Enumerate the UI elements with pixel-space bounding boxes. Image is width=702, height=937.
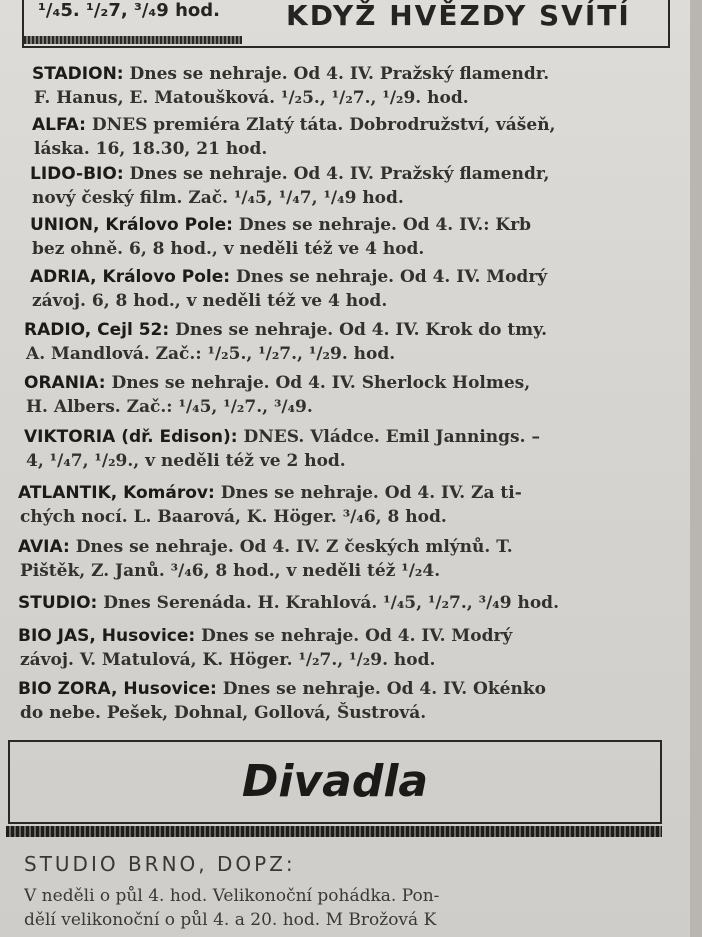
listing-text-cont: Pištěk, Z. Janů. ³/₄6, 8 hod., v neděli též ¹/₂4. (20, 561, 441, 581)
listing-text-cont: závoj. 6, 8 hod., v neděli též ve 4 hod. (32, 291, 388, 311)
theatre-heading: STUDIO BRNO, DOPZ: (24, 852, 296, 876)
listing-text: Dnes se nehraje. Od 4. IV. Okénko (222, 679, 546, 699)
listing-text: DNES premiéra Zlatý táta. Dobrodružství, vášeň, (91, 115, 556, 135)
listing-atlantik (18, 481, 658, 529)
cinema-name: ATLANTIK, Komárov: (18, 483, 215, 503)
divadla-title: Divadla (241, 756, 429, 807)
listing-bio-jas (18, 624, 658, 672)
cinema-name: STUDIO: (18, 593, 98, 613)
listing-text: Dnes se nehraje. Od 4. IV.: Krb (238, 215, 532, 235)
top-header-box (22, 0, 670, 48)
listing-text: Dnes se nehraje. Od 4. IV. Pražský flamendr, (129, 164, 550, 184)
listing-text: Dnes se nehraje. Od 4. IV. Sherlock Holmes, (111, 373, 531, 393)
cinema-name: LIDO-BIO: (30, 164, 124, 184)
listing-text-cont: závoj. V. Matulová, K. Höger. ¹/₂7., ¹/₂9. hod. (20, 650, 436, 670)
listing-text: Dnes se nehraje. Od 4. IV. Modrý (201, 626, 513, 646)
listing-text-cont: bez ohně. 6, 8 hod., v neděli též ve 4 hod. (32, 239, 425, 259)
cinema-name: UNION, Královo Pole: (30, 215, 233, 235)
theatre-text: V neděli o půl 4. hod. Velikonoční pohádka. Pon- (24, 886, 440, 906)
listing-text-cont: do nebe. Pešek, Dohnal, Gollová, Šustrová. (20, 703, 427, 723)
listing-text-cont: A. Mandlová. Zač.: ¹/₂5., ¹/₂7., ¹/₂9. hod. (26, 344, 396, 364)
theatre-text: dělí velikonoční o půl 4. a 20. hod. M Brožová K (24, 910, 437, 930)
listing-union (30, 213, 670, 261)
listing-alfa (32, 113, 672, 161)
listing-text-cont: F. Hanus, E. Matoušková. ¹/₂5., ¹/₂7., ¹/₂9. hod. (34, 88, 469, 108)
listing-text-cont: láska. 16, 18.30, 21 hod. (34, 139, 268, 159)
listing-text-cont: H. Albers. Zač.: ¹/₄5, ¹/₂7., ³/₄9. (26, 397, 313, 417)
page-edge (690, 0, 702, 937)
cinema-name: STADION: (32, 64, 124, 84)
divadla-hatch-rule (6, 826, 662, 837)
listing-stadion (32, 62, 672, 110)
listing-bio-zora (18, 677, 658, 725)
listing-studio (18, 591, 658, 615)
cinema-name: ADRIA, Královo Pole: (30, 267, 231, 287)
listing-text-cont: 4, ¹/₄7, ¹/₂9., v neděli též ve 2 hod. (26, 451, 346, 471)
listing-orania (24, 371, 664, 419)
listing-text: Dnes Serenáda. H. Krahlová. ¹/₄5, ¹/₂7., ³/₄9 hod. (103, 593, 559, 613)
listing-text-cont: nový český film. Zač. ¹/₄5, ¹/₄7, ¹/₄9 hod. (32, 188, 404, 208)
cinema-name: AVIA: (18, 537, 70, 557)
listing-text: Dnes se nehraje. Od 4. IV. Modrý (235, 267, 548, 287)
divadla-header-box (8, 740, 662, 824)
listing-text-cont: chých nocí. L. Baarová, K. Höger. ³/₄6, 8 hod. (20, 507, 447, 527)
listing-lido-bio (30, 162, 670, 210)
cinema-name: RADIO, Cejl 52: (24, 320, 170, 340)
cinema-name: BIO JAS, Husovice: (18, 626, 196, 646)
cinema-name: BIO ZORA, Husovice: (18, 679, 217, 699)
listing-avia (18, 535, 658, 583)
listing-text: Dnes se nehraje. Od 4. IV. Z českých mlýnů. T. (75, 537, 513, 557)
listing-text: Dnes se nehraje. Od 4. IV. Za ti- (220, 483, 522, 503)
listing-adria (30, 265, 670, 313)
cinema-name: ALFA: (32, 115, 86, 135)
cinema-name: ORANIA: (24, 373, 106, 393)
cinema-name: VIKTORIA (dř. Edison): (24, 427, 238, 447)
listing-viktoria (24, 425, 664, 473)
header-times: ¹/₄5. ¹/₂7, ³/₄9 hod. (38, 0, 220, 21)
header-title: KDYŽ HVĚZDY SVÍTÍ (286, 0, 631, 32)
listing-radio (24, 318, 664, 366)
listing-text: Dnes se nehraje. Od 4. IV. Krok do tmy. (175, 320, 548, 340)
theatre-listing (24, 884, 664, 932)
header-hatch-strip (24, 36, 242, 44)
listing-text: DNES. Vládce. Emil Jannings. – (243, 427, 540, 447)
listing-text: Dnes se nehraje. Od 4. IV. Pražský flamendr. (129, 64, 550, 84)
